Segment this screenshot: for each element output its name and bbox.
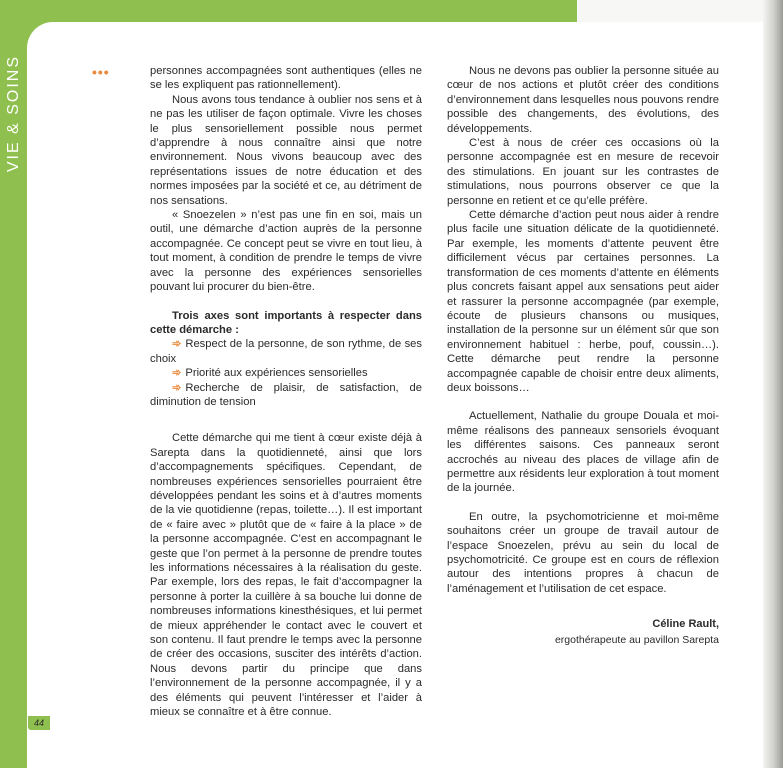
right-paragraph-2: C’est à nous de créer ces occasions où la personne accompagnée est en mesure de recevoir des stimulations. En jouant sur les contrastes de stimulations, nous pourrons observer ce que la personne en retient et ce qu’elle préfère.: [447, 137, 719, 207]
axes-item-text: Respect de la personne, de son rythme, de ses choix: [150, 338, 422, 365]
top-right-margin: [577, 0, 783, 22]
right-paragraph-4: Actuellement, Nathalie du groupe Douala et moi-même réalisons des panneaux sensoriels évoquant les différentes saisons. Ces panneaux seront accrochés au niveau des places de village afin de permettre aux résidents leur exploration à tout moment de la journée.: [447, 410, 719, 495]
right-column: [447, 64, 719, 596]
signature-name: Céline Rault,: [652, 618, 719, 630]
right-paragraph-3: Cette démarche d’action peut nous aider à rendre plus facile une situation délicate de la quotidienneté. Par exemple, les moments d’attente peuvent être difficilement vécus par certaines personnes. La transformation de ces moments d’attente en éléments plus concrets faisant appel aux sensations peut aider et rassurer la personne accompagnée (par exemple, écoute de plusieurs chansons ou musiques, installation de la personne sur un élément sûr que son environnement habituel : herbe, pouf, coussin…). Cette démarche peut rendre la personne accompagnée capable de choisir entre deux aliments, deux boissons…: [447, 209, 719, 394]
arrow-icon: ➾: [172, 338, 182, 351]
axes-heading: Trois axes sont importants à respecter dans cette démarche :: [150, 309, 422, 336]
axes-item-text: Recherche de plaisir, de satisfaction, de diminution de tension: [150, 381, 422, 408]
bullet-dots-icon: •••: [92, 64, 110, 80]
page-number: 44: [28, 716, 50, 730]
axes-item-text: Priorité aux expériences sensorielles: [185, 367, 368, 380]
arrow-icon: ➾: [172, 367, 182, 380]
arrow-icon: ➾: [172, 381, 182, 394]
right-paragraph-5: En outre, la psychomotricienne et moi-même souhaitons créer un groupe de travail autour de l’espace Snoezelen, prévu au sein du local de psychomotricité. Ce groupe est en cours de réflexion autour des intentions propres à chacun de l’aménagement et l’utilisation de cet espace.: [447, 510, 719, 595]
left-paragraph-4: Cette démarche qui me tient à cœur existe déjà à Sarepta dans la quotidienneté, ainsi que lors d’accompagnements spécifiques. Cependant, de nombreuses expériences sensorielles pourraient être développées pendant les soins et à d’autres moments de la vie quotidienne (repas, toilette…). Il est important de « faire avec » plutôt que de « faire à la place » de la personne accompagnée. C’est en accompagnant le geste que l’on permet à la personne de prendre toutes les informations nécessaires à la réalisation du geste. Par exemple, lors des repas, le fait d’accompagner la personne à porter la cuillère à sa bouche lui donne de nombreuses informations kinesthésiques, et lui permet de mieux appréhender le contact avec le couvert et son contenu. Il faut prendre le temps avec la personne de créer des occasions, susciter des intérêts d’action. Nous devons partir du principe que dans l’environnement de la personne accompagnée, il y a des éléments qui peuvent l’intéresser et l’aider à mieux se connaître et à être connue.: [150, 432, 422, 719]
left-paragraph-2: Nous avons tous tendance à oublier nos sens et à ne pas les utiliser de façon optimale. Vivre les choses le plus sensoriellement possible nous permet d’apprendre à nous connaître ainsi que notre environnement. Nous vivons beaucoup avec des représentations issues de notre éducation et des normes imposées par la société et ce, au détriment de nos sensations.: [150, 93, 422, 207]
left-paragraph-1: personnes accompagnées sont authentiques (elles ne se les expliquent pas rationnellement).: [150, 65, 422, 92]
axes-item-2: [150, 366, 422, 380]
left-paragraph-3: « Snoezelen » n’est pas une fin en soi, mais un outil, une démarche d’action auprès de la personne accompagnée. Ce concept peut se vivre en tout lieu, à tout moment, à condition de prendre le temps de vivre avec la personne des expériences sensorielles pouvant lui procurer du bien-être.: [150, 209, 422, 294]
signature-role: ergothérapeute au pavillon Sarepta: [554, 634, 719, 646]
axes-item-1: [150, 337, 422, 366]
section-side-title: [0, 34, 27, 194]
axes-item-3: [150, 381, 422, 410]
signature-block: [447, 616, 719, 648]
top-green-band: [0, 0, 577, 22]
right-paragraph-1: Nous ne devons pas oublier la personne située au cœur de nos actions et plutôt créer des conditions d’environnement dans lesquelles nous pouvons rendre possible des changements, des évolutions, des développements.: [447, 65, 719, 135]
section-title-text: VIE & SOINS: [4, 55, 22, 173]
left-column: [150, 64, 422, 719]
binding-shadow: [763, 0, 783, 768]
